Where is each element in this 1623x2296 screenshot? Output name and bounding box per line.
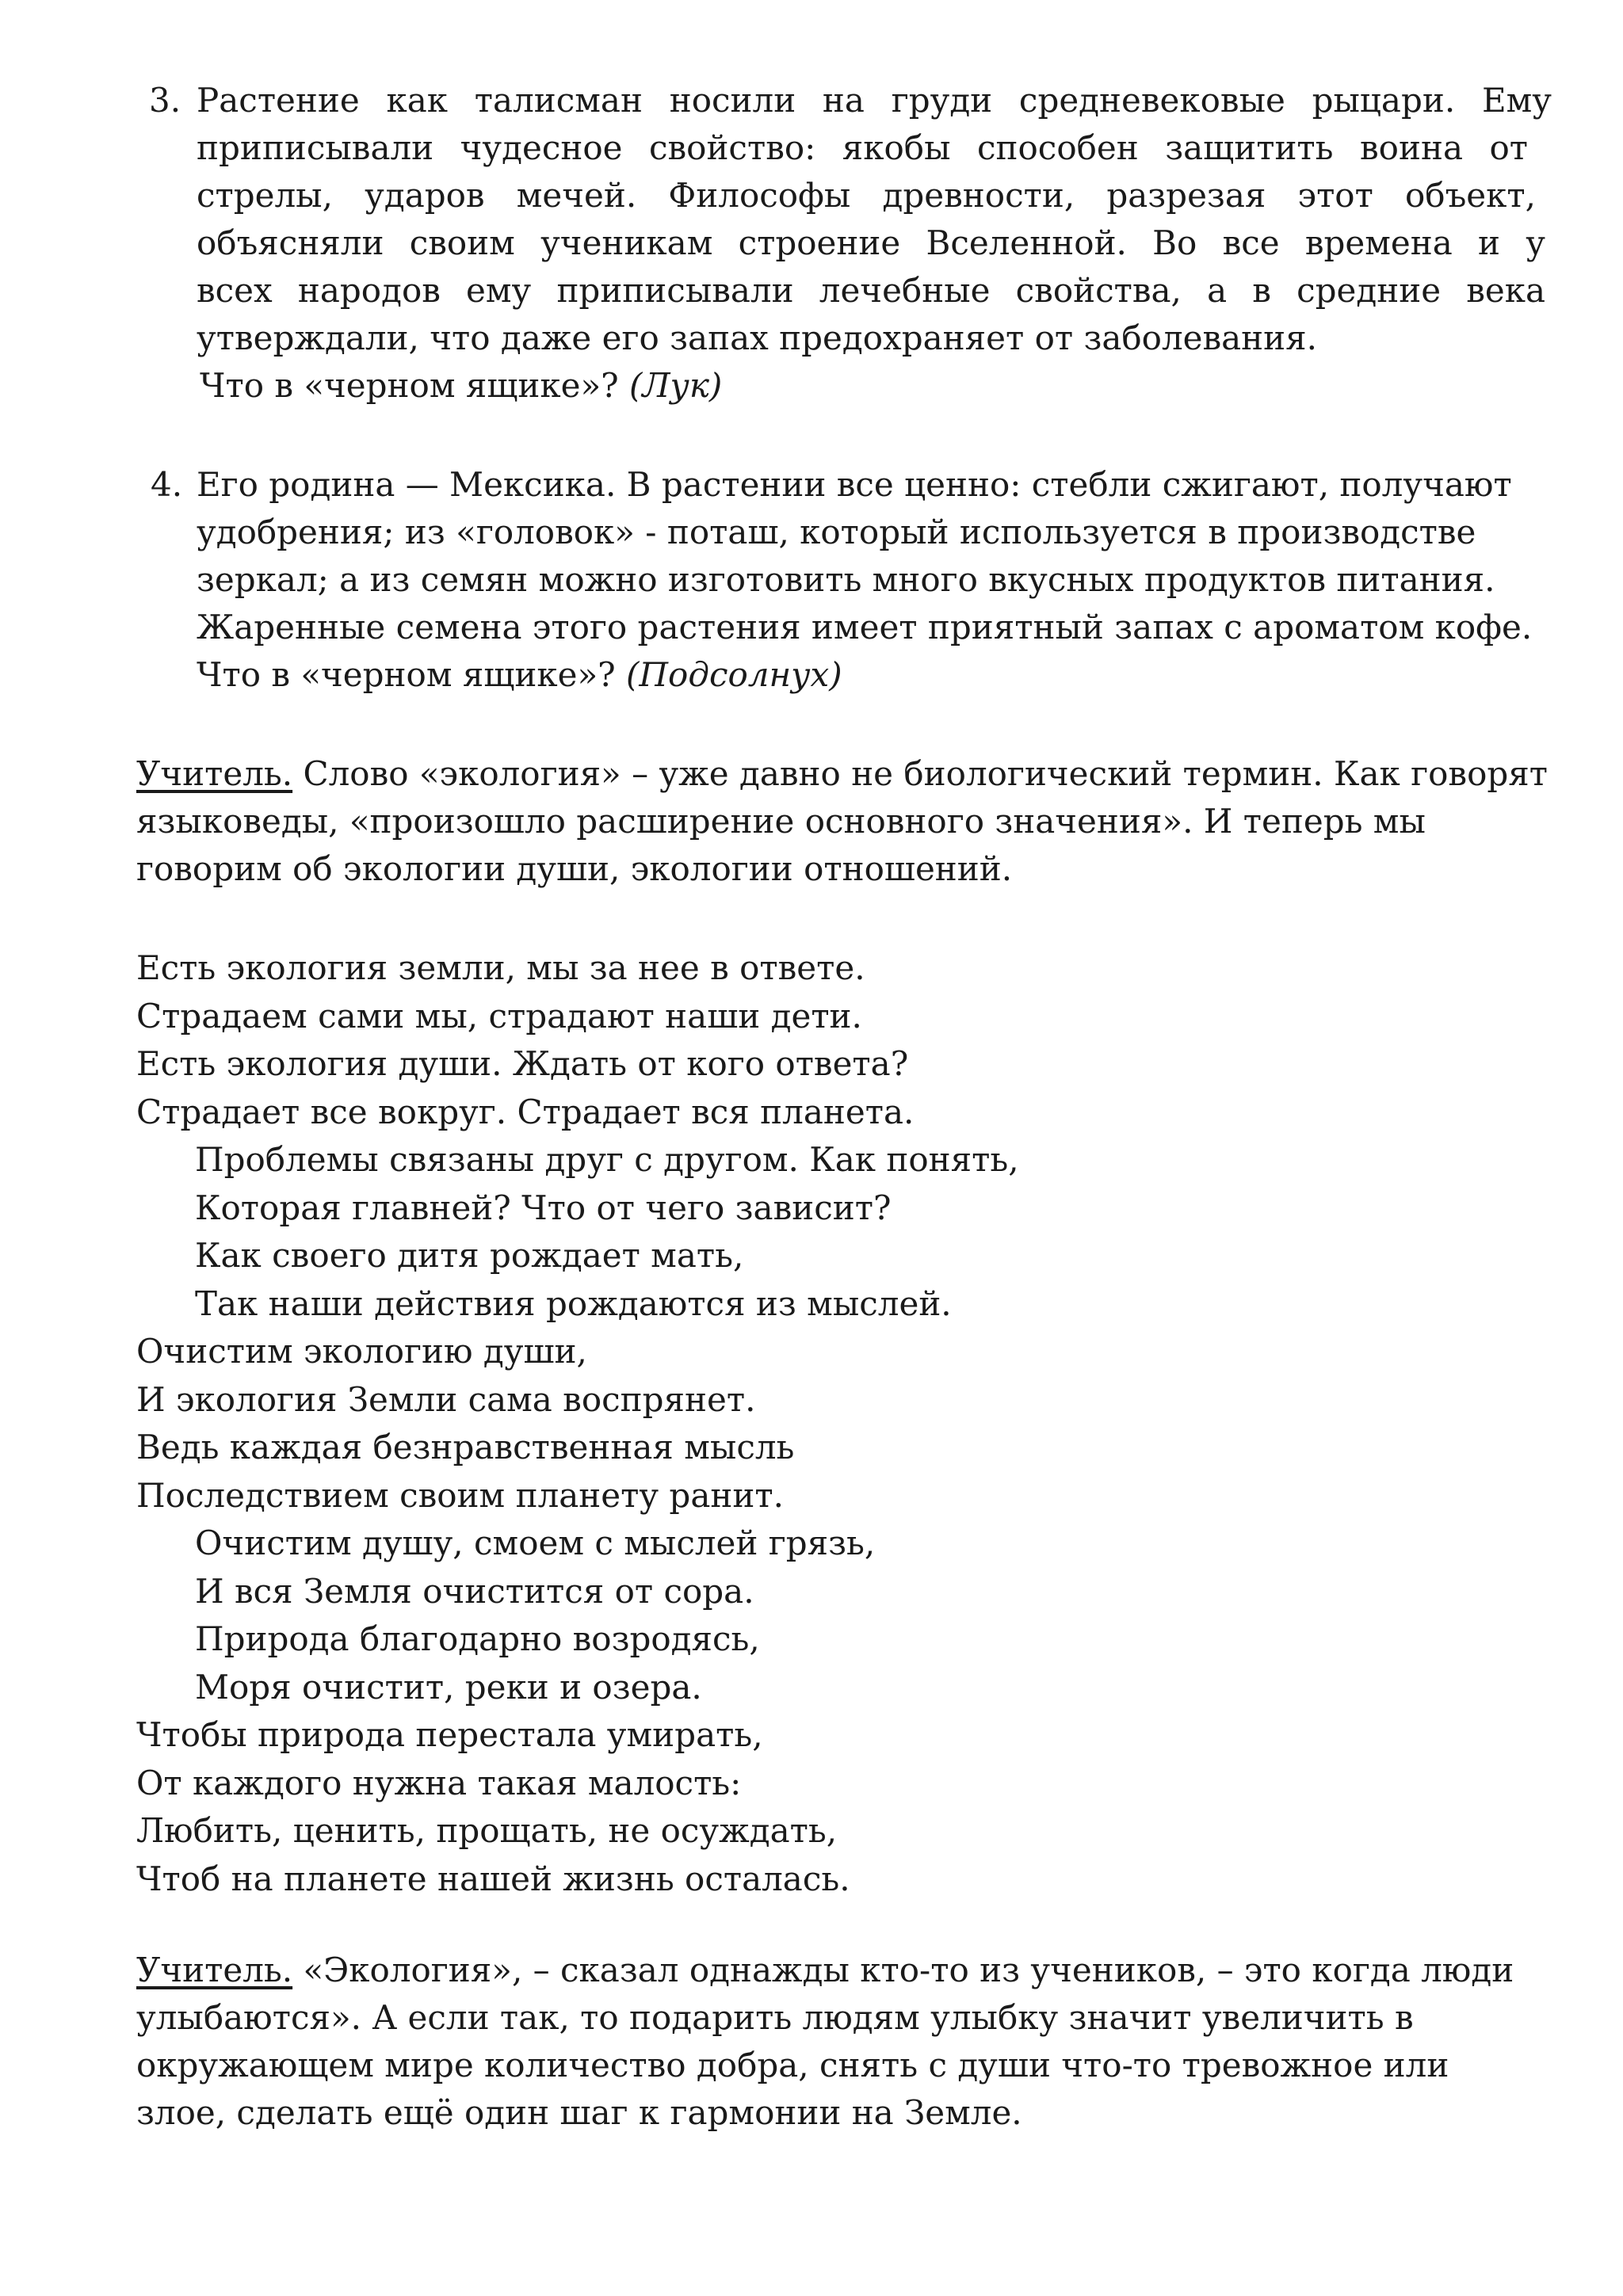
riddle-answer: (Подсолнух) — [626, 655, 842, 694]
teacher-text-line — [136, 1947, 1514, 1994]
riddle-text-line: удобрения; из «головок» - поташ, который используется в производстве — [197, 513, 1476, 551]
poem-line: Чтобы природа перестала умирать, — [136, 1715, 763, 1754]
riddle-question — [200, 362, 722, 410]
poem-line: Ведь каждая безнравственная мысль — [136, 1428, 795, 1466]
teacher-text-line — [136, 750, 1548, 798]
teacher-text-line: окружающем мире количество добра, снять с души что-то тревожное или — [136, 2046, 1449, 2084]
poem-line: Очистим экологию души, — [136, 1332, 587, 1371]
poem-line: Проблемы связаны друг с другом. Как понять, — [195, 1140, 1019, 1179]
question-text: Что в «черном ящике»? — [200, 366, 630, 405]
riddle-question — [197, 651, 842, 699]
poem-line: Природа благодарно возродясь, — [195, 1619, 760, 1658]
poem-line: Любить, ценить, прощать, не осуждать, — [136, 1811, 838, 1850]
riddle-text-line: Растение как талисман носили на груди средневековые рыцари. Ему — [197, 81, 1552, 120]
teacher-text-line: языковеды, «произошло расширение основного значения». И теперь мы — [136, 802, 1426, 841]
speaker-label: Учитель. — [136, 1951, 293, 1989]
poem-line: И вся Земля очистится от сора. — [195, 1572, 754, 1611]
riddle-text-line: объясняли своим ученикам строение Вселенной. Во все времена и у — [197, 223, 1545, 262]
riddle-text-line: стрелы, ударов мечей. Философы древности, разрезая этот объект, — [197, 176, 1536, 215]
poem-line: Страдает все вокруг. Страдает вся планета. — [136, 1093, 915, 1131]
riddle-text-line: Жаренные семена этого растения имеет приятный запах с ароматом кофе. — [197, 608, 1533, 646]
riddle-text-line: утверждали, что даже его запах предохраняет от заболевания. — [197, 318, 1318, 357]
teacher-text: Слово «экология» – уже давно не биологический термин. Как говорят — [292, 754, 1548, 793]
poem-line: Очистим душу, смоем с мыслей грязь, — [195, 1524, 876, 1562]
poem-line: Чтоб на планете нашей жизнь осталась. — [136, 1859, 850, 1898]
question-text: Что в «черном ящике»? — [197, 655, 627, 694]
riddle-number: 4. — [151, 465, 183, 504]
teacher-text: «Экология», – сказал однажды кто-то из учеников, – это когда люди — [292, 1951, 1514, 1989]
poem-line: Как своего дитя рождает мать, — [195, 1236, 744, 1275]
poem-line: От каждого нужна такая малость: — [136, 1764, 742, 1802]
poem-line: Моря очистит, реки и озера. — [195, 1668, 702, 1707]
poem-line: Последствием своим планету ранит. — [136, 1476, 784, 1515]
riddle-text-line: приписывали чудесное свойство: якобы способен защитить воина от — [197, 128, 1528, 167]
teacher-text-line: улыбаются». А если так, то подарить людям улыбку значит увеличить в — [136, 1998, 1414, 2037]
teacher-text-line: злое, сделать ещё один шаг к гармонии на Земле. — [136, 2093, 1022, 2132]
poem-line: Которая главней? Что от чего зависит? — [195, 1188, 892, 1227]
poem-line: Есть экология земли, мы за нее в ответе. — [136, 948, 865, 987]
poem-line: Есть экология души. Ждать от кого ответа? — [136, 1044, 909, 1083]
riddle-answer: (Лук) — [629, 366, 723, 405]
poem-line: Так наши действия рождаются из мыслей. — [195, 1284, 952, 1323]
poem-line: Страдаем сами мы, страдают наши дети. — [136, 997, 862, 1035]
riddle-text-line: зеркал; а из семян можно изготовить много вкусных продуктов питания. — [197, 560, 1495, 599]
riddle-number: 3. — [149, 81, 181, 120]
teacher-text-line: говорим об экологии души, экологии отношений. — [136, 849, 1013, 888]
poem-line: И экология Земли сама воспрянет. — [136, 1380, 756, 1419]
riddle-text-line: всех народов ему приписывали лечебные свойства, а в средние века — [197, 271, 1545, 310]
riddle-text-line: Его родина — Мексика. В растении все ценно: стебли сжигают, получают — [197, 465, 1512, 504]
speaker-label: Учитель. — [136, 754, 293, 793]
